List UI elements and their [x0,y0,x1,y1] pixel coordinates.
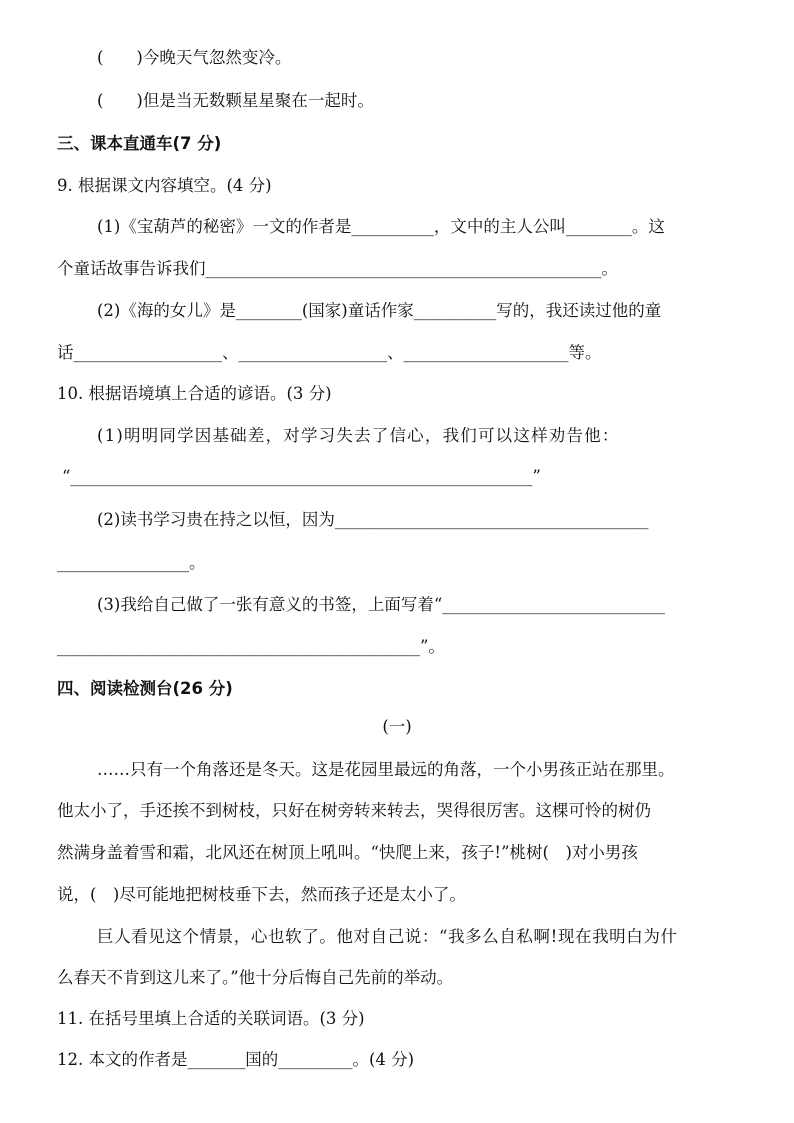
question-10-part-1: (1)明明同学因基础差，对学习失去了信心，我们可以这样劝告他： [97,426,620,445]
sentence-option-2: ( )但是当无数颗星星聚在一起时。 [97,91,374,110]
question-9-part-1: (1)《宝葫芦的秘密》一文的作者是__________，文中的主人公叫________。这 [97,217,665,236]
question-12: 12. 本文的作者是_______国的_________。(4 分) [57,1050,415,1069]
question-9-part-2-cont: 话__________________、__________________、____________________等。 [57,343,602,362]
question-11: 11. 在括号里填上合适的关联词语。(3 分) [57,1009,365,1028]
passage-para-1-line-4: 说，( )尽可能地把树枝垂下去，然而孩子还是太小了。 [57,885,466,904]
question-9-part-2: (2)《海的女儿》是________(国家)童话作家__________写的，我还读过他的童 [97,301,662,320]
passage-title: (一) [382,717,412,736]
passage-para-2-line-1: 巨人看见这个情景，心也软了。他对自己说：“我多么自私啊!现在我明白为什 [97,927,678,946]
question-10-part-3-cont: ____________________________________________”。 [57,637,445,656]
passage-para-1-line-3: 然满身盖着雪和霜，北风还在树顶上吼叫。“快爬上来，孩子!”桃树( )对小男孩 [57,843,638,862]
passage-para-1-line-1: ……只有一个角落还是冬天。这是花园里最远的角落，一个小男孩正站在那里。 [97,760,675,779]
question-10-part-2-cont: ________________。 [57,553,206,572]
sentence-option-1: ( )今晚天气忽然变冷。 [97,48,292,67]
section-heading-3: 三、课本直通车(7 分) [57,134,222,153]
question-10-part-1-answer: “________________________________________________________” [62,467,541,486]
section-heading-4: 四、阅读检测台(26 分) [57,679,233,698]
passage-para-1-line-2: 他太小了，手还挨不到树枝，只好在树旁转来转去，哭得很厉害。这棵可怜的树仍 [57,801,651,820]
question-10-part-2: (2)读书学习贵在持之以恒，因为______________________________________ [97,510,649,529]
question-10-part-3: (3)我给自己做了一张有意义的书签，上面写着“___________________________ [97,595,666,614]
question-10: 10. 根据语境填上合适的谚语。(3 分) [57,384,332,403]
question-9-part-1-cont: 个童话故事告诉我们________________________________________________。 [57,259,618,278]
question-9: 9. 根据课文内容填空。(4 分) [57,176,272,195]
passage-para-2-line-2: 么春天不肯到这儿来了。”他十分后悔自己先前的举动。 [57,968,454,987]
